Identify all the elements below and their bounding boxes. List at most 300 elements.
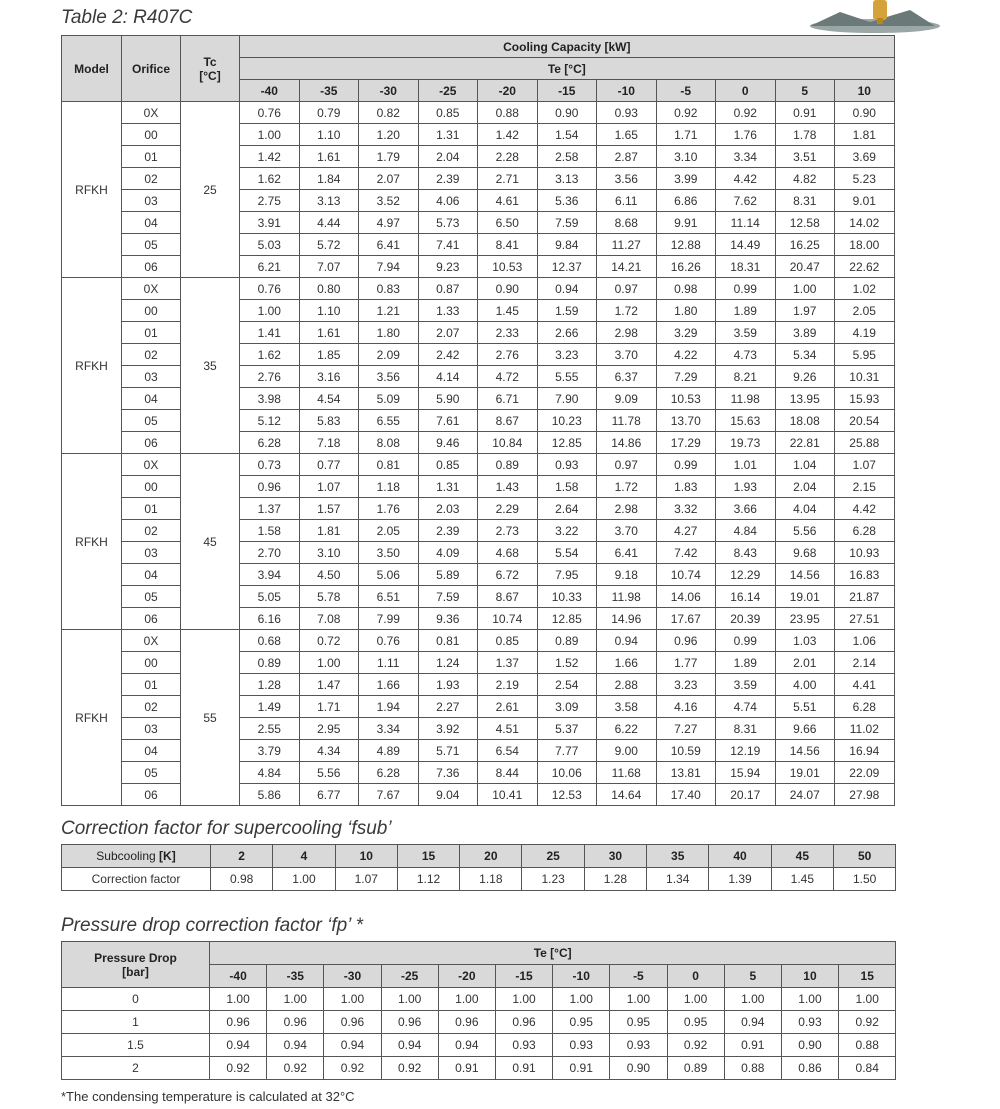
capacity-cell: 4.61 [478,190,538,212]
capacity-cell: 4.54 [299,388,359,410]
fp-cell: 0.94 [724,1011,781,1034]
capacity-cell: 1.57 [299,498,359,520]
correction-factor-value: 1.50 [833,868,895,891]
capacity-cell: 0.99 [716,278,776,300]
capacity-cell: 1.61 [299,146,359,168]
capacity-cell: 0.96 [240,476,300,498]
capacity-cell: 5.73 [418,212,478,234]
capacity-cell: 2.07 [359,168,419,190]
fp-cell: 0.90 [781,1034,838,1057]
capacity-cell: 14.86 [597,432,657,454]
fp-cell: 1.00 [381,988,438,1011]
fp-cell: 1.00 [667,988,724,1011]
capacity-cell: 5.83 [299,410,359,432]
te-column-header: -5 [610,965,667,988]
capacity-cell: 0.80 [299,278,359,300]
capacity-cell: 5.56 [299,762,359,784]
capacity-cell: 3.13 [299,190,359,212]
capacity-cell: 0.90 [478,278,538,300]
fp-cell: 0.94 [210,1034,267,1057]
model-cell: RFKH [62,630,122,806]
capacity-cell: 1.59 [537,300,597,322]
capacity-cell: 3.92 [418,718,478,740]
capacity-cell: 0.93 [597,102,657,124]
capacity-cell: 6.77 [299,784,359,806]
fp-cell: 0.96 [381,1011,438,1034]
capacity-cell: 2.87 [597,146,657,168]
fp-cell: 1.00 [781,988,838,1011]
te-column-header: -40 [240,80,300,102]
capacity-cell: 1.66 [359,674,419,696]
capacity-cell: 1.01 [716,454,776,476]
capacity-cell: 4.04 [775,498,835,520]
capacity-cell: 16.25 [775,234,835,256]
capacity-cell: 3.79 [240,740,300,762]
table-row [62,1057,896,1080]
subcooling-label-text: Subcooling [96,849,156,863]
fp-cell: 0.93 [495,1034,552,1057]
capacity-cell: 1.24 [418,652,478,674]
capacity-cell: 1.77 [656,652,716,674]
fp-cell: 1.00 [267,988,324,1011]
capacity-cell: 8.67 [478,410,538,432]
capacity-cell: 3.58 [597,696,657,718]
subcooling-value: 10 [335,845,397,868]
te-column-header: -30 [324,965,381,988]
capacity-cell: 1.43 [478,476,538,498]
capacity-cell: 1.85 [299,344,359,366]
capacity-cell: 7.08 [299,608,359,630]
capacity-cell: 7.77 [537,740,597,762]
capacity-cell: 8.08 [359,432,419,454]
capacity-cell: 10.53 [478,256,538,278]
capacity-cell: 15.94 [716,762,776,784]
capacity-cell: 22.62 [835,256,895,278]
capacity-cell: 0.68 [240,630,300,652]
capacity-cell: 12.19 [716,740,776,762]
capacity-cell: 6.11 [597,190,657,212]
correction-factor-value: 1.18 [460,868,522,891]
capacity-cell: 9.01 [835,190,895,212]
capacity-cell: 7.27 [656,718,716,740]
orifice-cell: 04 [122,564,181,586]
capacity-cell: 15.93 [835,388,895,410]
capacity-cell: 0.87 [418,278,478,300]
capacity-cell: 5.55 [537,366,597,388]
capacity-cell: 1.89 [716,300,776,322]
te-column-header: -40 [210,965,267,988]
capacity-cell: 10.41 [478,784,538,806]
fp-cell: 0.88 [724,1057,781,1080]
orifice-cell: 06 [122,784,181,806]
capacity-cell: 7.94 [359,256,419,278]
fp-cell: 0.93 [553,1034,610,1057]
capacity-cell: 27.51 [835,608,895,630]
capacity-cell: 1.21 [359,300,419,322]
te-column-header: 5 [724,965,781,988]
capacity-cell: 2.03 [418,498,478,520]
capacity-cell: 2.55 [240,718,300,740]
capacity-cell: 11.78 [597,410,657,432]
capacity-cell: 8.68 [597,212,657,234]
capacity-cell: 2.33 [478,322,538,344]
supercooling-correction-table [61,844,896,891]
capacity-cell: 1.54 [537,124,597,146]
capacity-cell: 24.07 [775,784,835,806]
capacity-cell: 5.51 [775,696,835,718]
capacity-cell: 1.00 [299,652,359,674]
capacity-cell: 8.41 [478,234,538,256]
capacity-cell: 2.04 [418,146,478,168]
capacity-cell: 1.76 [359,498,419,520]
capacity-cell: 1.04 [775,454,835,476]
capacity-cell: 1.42 [478,124,538,146]
capacity-cell: 17.67 [656,608,716,630]
capacity-cell: 1.49 [240,696,300,718]
te-column-header: -35 [299,80,359,102]
capacity-cell: 14.02 [835,212,895,234]
capacity-cell: 3.23 [537,344,597,366]
capacity-cell: 10.74 [478,608,538,630]
capacity-cell: 10.84 [478,432,538,454]
capacity-cell: 1.66 [597,652,657,674]
capacity-cell: 1.31 [418,124,478,146]
capacity-cell: 3.32 [656,498,716,520]
footnote: *The condensing temperature is calculated at 32°C [61,1089,355,1104]
capacity-cell: 18.08 [775,410,835,432]
capacity-cell: 5.36 [537,190,597,212]
header-pressure-drop [62,942,210,988]
te-column-header: -15 [537,80,597,102]
capacity-cell: 0.97 [597,278,657,300]
capacity-cell: 23.95 [775,608,835,630]
subcooling-value: 30 [584,845,646,868]
fp-cell: 1.00 [495,988,552,1011]
te-column-header: 0 [667,965,724,988]
capacity-cell: 9.66 [775,718,835,740]
capacity-cell: 0.72 [299,630,359,652]
capacity-cell: 7.62 [716,190,776,212]
capacity-cell: 5.90 [418,388,478,410]
fp-cell: 0.94 [381,1034,438,1057]
orifice-cell: 00 [122,300,181,322]
capacity-cell: 3.56 [597,168,657,190]
capacity-cell: 0.89 [537,630,597,652]
capacity-cell: 2.64 [537,498,597,520]
capacity-cell: 8.43 [716,542,776,564]
te-column-header: -10 [597,80,657,102]
te-column-header: -25 [381,965,438,988]
correction-factor-value: 1.28 [584,868,646,891]
orifice-cell: 06 [122,432,181,454]
capacity-cell: 8.67 [478,586,538,608]
header-te: Te [°C] [210,942,896,965]
header-te: Te [°C] [240,58,895,80]
capacity-cell: 2.66 [537,322,597,344]
capacity-cell: 2.54 [537,674,597,696]
capacity-cell: 3.23 [656,674,716,696]
fp-cell: 0.91 [553,1057,610,1080]
fp-cell: 0.92 [381,1057,438,1080]
orifice-cell: 04 [122,740,181,762]
pressure-drop-cell: 1.5 [62,1034,210,1057]
capacity-cell: 1.33 [418,300,478,322]
capacity-cell: 0.98 [656,278,716,300]
orifice-cell: 02 [122,520,181,542]
capacity-cell: 20.39 [716,608,776,630]
capacity-cell: 6.51 [359,586,419,608]
capacity-cell: 1.37 [240,498,300,520]
capacity-cell: 4.82 [775,168,835,190]
capacity-cell: 21.87 [835,586,895,608]
capacity-cell: 5.95 [835,344,895,366]
capacity-cell: 9.91 [656,212,716,234]
model-cell: RFKH [62,102,122,278]
model-cell: RFKH [62,278,122,454]
header-pressure-drop-unit: [bar] [122,964,149,979]
te-column-header: 10 [781,965,838,988]
model-cell: RFKH [62,454,122,630]
capacity-cell: 0.93 [537,454,597,476]
capacity-cell: 9.46 [418,432,478,454]
capacity-cell: 6.28 [359,762,419,784]
capacity-cell: 1.71 [656,124,716,146]
table2-title: Correction factor for supercooling ‘fsub’ [61,818,392,839]
capacity-cell: 6.72 [478,564,538,586]
capacity-cell: 2.61 [478,696,538,718]
subcooling-value: 35 [647,845,709,868]
capacity-cell: 3.70 [597,520,657,542]
capacity-cell: 10.23 [537,410,597,432]
capacity-cell: 1.80 [359,322,419,344]
correction-factor-value: 1.07 [335,868,397,891]
capacity-cell: 14.96 [597,608,657,630]
subcooling-value: 15 [397,845,459,868]
te-column-header: 0 [716,80,776,102]
capacity-cell: 0.90 [537,102,597,124]
capacity-cell: 16.94 [835,740,895,762]
tc-cell: 35 [181,278,240,454]
capacity-cell: 7.59 [537,212,597,234]
capacity-cell: 14.49 [716,234,776,256]
correction-factor-value: 1.12 [397,868,459,891]
capacity-cell: 16.14 [716,586,776,608]
capacity-cell: 2.98 [597,498,657,520]
fp-cell: 0.95 [610,1011,667,1034]
capacity-cell: 6.55 [359,410,419,432]
capacity-cell: 4.72 [478,366,538,388]
te-column-header: 15 [839,965,896,988]
capacity-cell: 5.37 [537,718,597,740]
capacity-cell: 5.12 [240,410,300,432]
cooling-capacity-table [61,35,895,806]
capacity-cell: 1.10 [299,300,359,322]
capacity-cell: 3.16 [299,366,359,388]
capacity-cell: 0.79 [299,102,359,124]
capacity-cell: 3.52 [359,190,419,212]
pressure-drop-correction-table [61,941,896,1080]
capacity-cell: 2.19 [478,674,538,696]
capacity-cell: 4.68 [478,542,538,564]
capacity-cell: 2.39 [418,520,478,542]
capacity-cell: 4.14 [418,366,478,388]
capacity-cell: 4.41 [835,674,895,696]
capacity-cell: 1.78 [775,124,835,146]
capacity-cell: 0.73 [240,454,300,476]
capacity-cell: 4.06 [418,190,478,212]
fp-cell: 0.86 [781,1057,838,1080]
capacity-cell: 0.85 [418,454,478,476]
capacity-cell: 14.56 [775,564,835,586]
table-row [62,454,895,476]
capacity-cell: 1.45 [478,300,538,322]
capacity-cell: 0.81 [359,454,419,476]
subcooling-value: 45 [771,845,833,868]
capacity-cell: 9.36 [418,608,478,630]
capacity-cell: 1.81 [299,520,359,542]
capacity-cell: 1.52 [537,652,597,674]
capacity-cell: 6.28 [240,432,300,454]
tc-cell: 55 [181,630,240,806]
capacity-cell: 8.31 [716,718,776,740]
capacity-cell: 2.73 [478,520,538,542]
capacity-cell: 19.01 [775,586,835,608]
subcooling-value: 40 [709,845,771,868]
capacity-cell: 12.88 [656,234,716,256]
capacity-cell: 17.29 [656,432,716,454]
capacity-cell: 10.74 [656,564,716,586]
capacity-cell: 0.99 [716,630,776,652]
capacity-cell: 1.72 [597,300,657,322]
capacity-cell: 1.02 [835,278,895,300]
capacity-cell: 8.44 [478,762,538,784]
capacity-cell: 5.54 [537,542,597,564]
capacity-cell: 1.58 [240,520,300,542]
subcooling-value: 50 [833,845,895,868]
capacity-cell: 20.54 [835,410,895,432]
fp-cell: 0.91 [724,1034,781,1057]
capacity-cell: 2.75 [240,190,300,212]
correction-factor-value: 0.98 [211,868,273,891]
capacity-cell: 1.10 [299,124,359,146]
capacity-cell: 3.69 [835,146,895,168]
capacity-cell: 6.41 [597,542,657,564]
subcooling-value: 20 [460,845,522,868]
fp-cell: 0.92 [839,1011,896,1034]
capacity-cell: 4.22 [656,344,716,366]
capacity-cell: 1.18 [359,476,419,498]
capacity-cell: 9.00 [597,740,657,762]
capacity-cell: 7.67 [359,784,419,806]
capacity-cell: 12.29 [716,564,776,586]
capacity-cell: 9.04 [418,784,478,806]
fp-cell: 1.00 [438,988,495,1011]
capacity-cell: 5.56 [775,520,835,542]
capacity-cell: 13.70 [656,410,716,432]
capacity-cell: 7.41 [418,234,478,256]
fp-cell: 1.00 [839,988,896,1011]
capacity-cell: 2.71 [478,168,538,190]
orifice-cell: 02 [122,696,181,718]
capacity-cell: 2.76 [240,366,300,388]
capacity-cell: 19.73 [716,432,776,454]
fp-cell: 0.95 [667,1011,724,1034]
correction-factor-value: 1.00 [273,868,335,891]
capacity-cell: 4.89 [359,740,419,762]
capacity-cell: 1.06 [835,630,895,652]
capacity-cell: 1.20 [359,124,419,146]
table-row [62,1011,896,1034]
capacity-cell: 2.58 [537,146,597,168]
capacity-cell: 3.98 [240,388,300,410]
capacity-cell: 1.11 [359,652,419,674]
capacity-cell: 3.59 [716,322,776,344]
capacity-cell: 11.98 [597,586,657,608]
capacity-cell: 3.59 [716,674,776,696]
capacity-cell: 4.42 [716,168,776,190]
orifice-cell: 00 [122,652,181,674]
fp-cell: 0.93 [781,1011,838,1034]
capacity-cell: 0.81 [418,630,478,652]
orifice-cell: 05 [122,410,181,432]
table-row [62,102,895,124]
capacity-cell: 6.41 [359,234,419,256]
capacity-cell: 5.34 [775,344,835,366]
capacity-cell: 4.34 [299,740,359,762]
capacity-cell: 9.09 [597,388,657,410]
capacity-cell: 11.14 [716,212,776,234]
capacity-cell: 1.00 [240,300,300,322]
fp-cell: 0.96 [438,1011,495,1034]
fp-cell: 1.00 [724,988,781,1011]
capacity-cell: 2.70 [240,542,300,564]
capacity-cell: 1.72 [597,476,657,498]
capacity-cell: 6.28 [835,520,895,542]
capacity-cell: 22.09 [835,762,895,784]
capacity-cell: 3.89 [775,322,835,344]
fp-cell: 1.00 [210,988,267,1011]
capacity-cell: 1.00 [240,124,300,146]
capacity-cell: 1.93 [716,476,776,498]
capacity-cell: 1.07 [299,476,359,498]
subcooling-label [62,845,211,868]
capacity-cell: 0.90 [835,102,895,124]
capacity-cell: 3.22 [537,520,597,542]
capacity-cell: 14.56 [775,740,835,762]
capacity-cell: 1.03 [775,630,835,652]
fp-cell: 0.94 [438,1034,495,1057]
capacity-cell: 0.76 [359,630,419,652]
orifice-cell: 01 [122,674,181,696]
te-column-header: -10 [553,965,610,988]
fp-cell: 0.92 [324,1057,381,1080]
capacity-cell: 1.84 [299,168,359,190]
capacity-cell: 1.81 [835,124,895,146]
fp-cell: 0.92 [667,1034,724,1057]
capacity-cell: 12.37 [537,256,597,278]
capacity-cell: 25.88 [835,432,895,454]
capacity-cell: 10.31 [835,366,895,388]
capacity-cell: 22.81 [775,432,835,454]
te-column-header: -20 [438,965,495,988]
capacity-cell: 1.89 [716,652,776,674]
capacity-cell: 1.28 [240,674,300,696]
capacity-cell: 0.89 [478,454,538,476]
capacity-cell: 2.14 [835,652,895,674]
capacity-cell: 4.84 [716,520,776,542]
capacity-cell: 6.86 [656,190,716,212]
orifice-cell: 03 [122,718,181,740]
